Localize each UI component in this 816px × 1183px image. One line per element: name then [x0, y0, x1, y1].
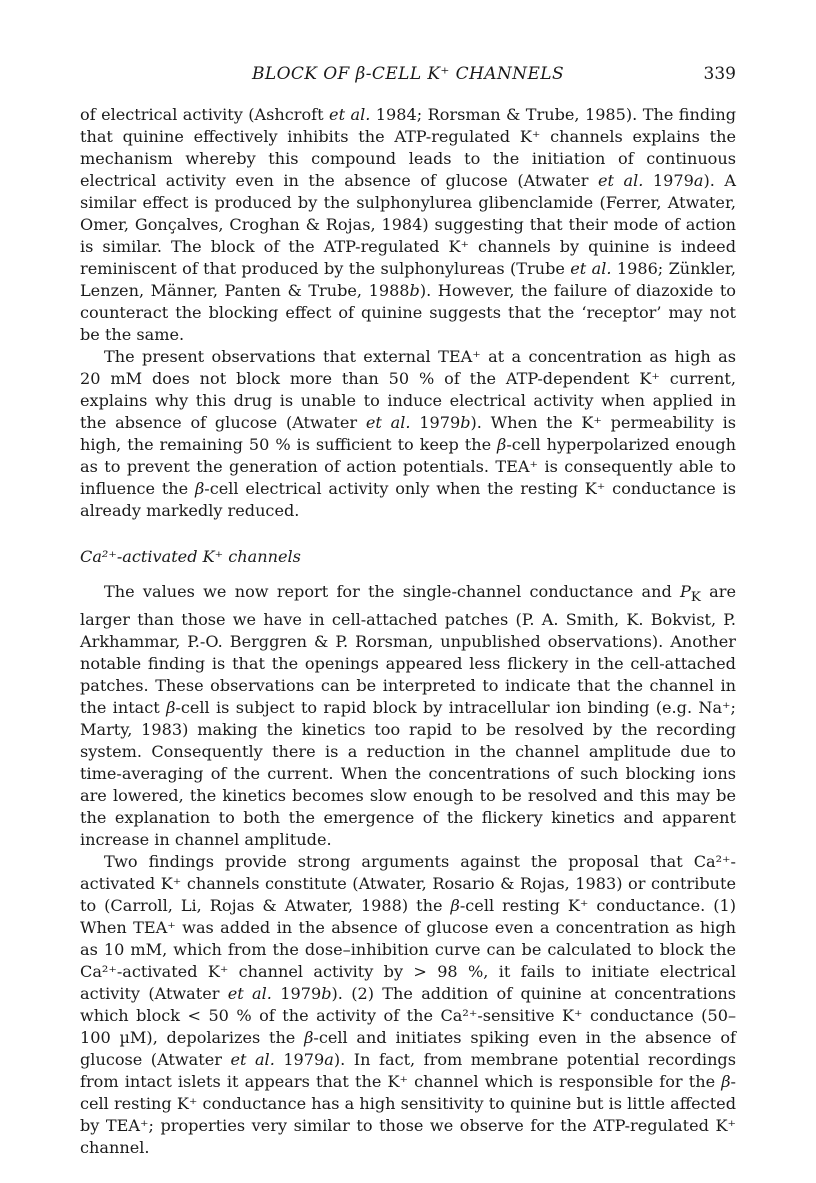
section-heading: Ca²⁺-activated K⁺ channels	[80, 547, 301, 566]
page-header	[80, 64, 736, 90]
article-body	[80, 104, 736, 1159]
page-number: 339	[703, 64, 736, 84]
paragraph-2: The present observations that external TEA⁺ at a concentration as high as 20 mM does not block more than 50 % of the ATP-dependent K⁺ current, explains why this drug is unable to induce electrical activity when applied in the absence of glucose (Atwater et al. 1979b). When the K⁺ permeability is high, the remaining 50 % is sufficient to keep the β-cell hyperpolarized enough as to prevent the generation of action potentials. TEA⁺ is consequently able to influence the β-cell electrical activity only when the resting K⁺ conductance is already markedly reduced.	[80, 347, 737, 520]
paragraph-3: The values we now report for the single-channel conductance and $P_K$ are larger than those we have in cell-attached patches (P. A. Smith, K. Bokvist, P. Arkhammar, P.-O. Berggren & P. Rorsman, unpublished observations). Another notable finding is that the openings appeared less flickery in the cell-attached patches. These observations can be interpreted to indicate that the channel in the intact β-cell is subject to rapid block by intracellular ion binding (e.g. Na⁺; Marty, 1983) making the kinetics too rapid to be resolved by the recording system. Consequently there is a reduction in the channel amplitude due to time-averaging of the current. When the concentrations of such blocking ions are lowered, the kinetics becomes slow enough to be resolved and this may be the explanation to both the emergence of the flickery kinetics and apparent increase in channel amplitude.	[80, 582, 736, 850]
paragraph-4: Two findings provide strong arguments against the proposal that Ca²⁺-activated K⁺ channels constitute (Atwater, Rosario & Rojas, 1983) or contribute to (Carroll, Li, Rojas & Atwater, 1988) the β-cell resting K⁺ conductance. (1) When TEA⁺ was added in the absence of glucose even a concentration as high as 10 mM, which from the dose–inhibition curve can be calculated to block the Ca²⁺-activated K⁺ channel activity by > 98 %, it fails to initiate electrical activity (Atwater et al. 1979b). (2) The addition of quinine at concentrations which block < 50 % of the activity of the Ca²⁺-sensitive K⁺ conductance (50–100 µM), depolarizes the β-cell and initiates spiking even in the absence of glucose (Atwater et al. 1979a). In fact, from membrane potential recordings from intact islets it appears that the K⁺ channel which is responsible for the β-cell resting K⁺ conductance has a high sensitivity to quinine but is little affected by TEA⁺; properties very similar to those we observe for the ATP-regulated K⁺ channel.	[80, 852, 737, 1158]
paragraph-1: of electrical activity (Ashcroft et al. 1984; Rorsman & Trube, 1985). The finding that quinine effectively inhibits the ATP-regulated K⁺ channels explains the mechanism whereby this compound leads to the initiation of continuous electrical activity even in the absence of glucose (Atwater et al. 1979a). A similar effect is produced by the sulphonylurea glibenclamide (Ferrer, Atwater, Omer, Gonçalves, Croghan & Rojas, 1984) suggesting that their mode of action is similar. The block of the ATP-regulated K⁺ channels by quinine is indeed reminiscent of that produced by the sulphonylureas (Trube et al. 1986; Zünkler, Lenzen, Männer, Panten & Trube, 1988b). However, the failure of diazoxide to counteract the blocking effect of quinine suggests that the ‘receptor’ may not be the same.	[80, 105, 737, 344]
running-title: BLOCK OF β-CELL K⁺ CHANNELS	[251, 64, 565, 84]
